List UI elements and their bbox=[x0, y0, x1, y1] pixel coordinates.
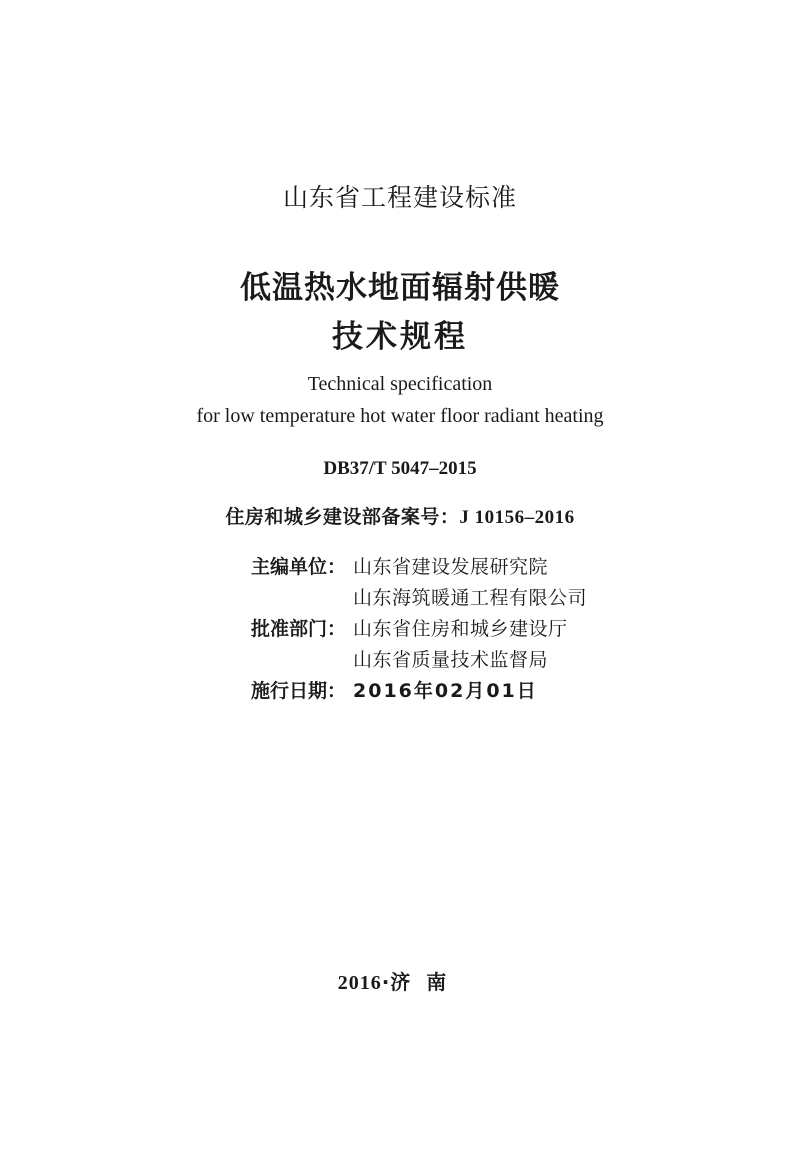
chief-unit-row bbox=[251, 552, 587, 583]
approve-dept-row bbox=[251, 614, 587, 645]
record-number-line bbox=[0, 502, 800, 529]
document-title-line-2: 技术规程 bbox=[332, 319, 468, 355]
standard-code: DB37/T 5047–2015 bbox=[323, 458, 477, 479]
publication-year: 2016 bbox=[337, 972, 382, 994]
standard-series-heading: 山东省工程建设标准 bbox=[282, 183, 517, 212]
record-label: 住房和城乡建设部备案号： bbox=[225, 506, 460, 528]
publication-city: 济南 bbox=[390, 970, 463, 994]
label-spacer bbox=[251, 583, 353, 614]
publication-info bbox=[251, 552, 587, 707]
publication-footer bbox=[0, 966, 800, 995]
chief-unit-value: 山东海筑暖通工程有限公司 bbox=[353, 587, 588, 609]
english-title-line-1: Technical specification bbox=[307, 373, 493, 395]
approve-dept-label: 批准部门： bbox=[251, 618, 347, 640]
document-title-line-1: 低温热水地面辐射供暖 bbox=[240, 270, 560, 306]
record-number: J 10156–2016 bbox=[459, 507, 575, 528]
effective-date-label: 施行日期： bbox=[251, 680, 347, 702]
chief-unit-row-2 bbox=[251, 583, 587, 614]
approve-dept-value: 山东省质量技术监督局 bbox=[353, 649, 549, 671]
approve-dept-value: 山东省住房和城乡建设厅 bbox=[353, 618, 568, 640]
english-title-line-2: for low temperature hot water floor radiant heating bbox=[196, 405, 604, 427]
footer-separator: · bbox=[381, 970, 391, 994]
chief-unit-value: 山东省建设发展研究院 bbox=[353, 556, 549, 578]
chief-unit-label: 主编单位： bbox=[251, 556, 347, 578]
label-spacer bbox=[251, 645, 353, 676]
effective-date-row bbox=[251, 676, 587, 707]
effective-date-value: 2016年02月01日 bbox=[353, 680, 538, 702]
approve-dept-row-2 bbox=[251, 645, 587, 676]
